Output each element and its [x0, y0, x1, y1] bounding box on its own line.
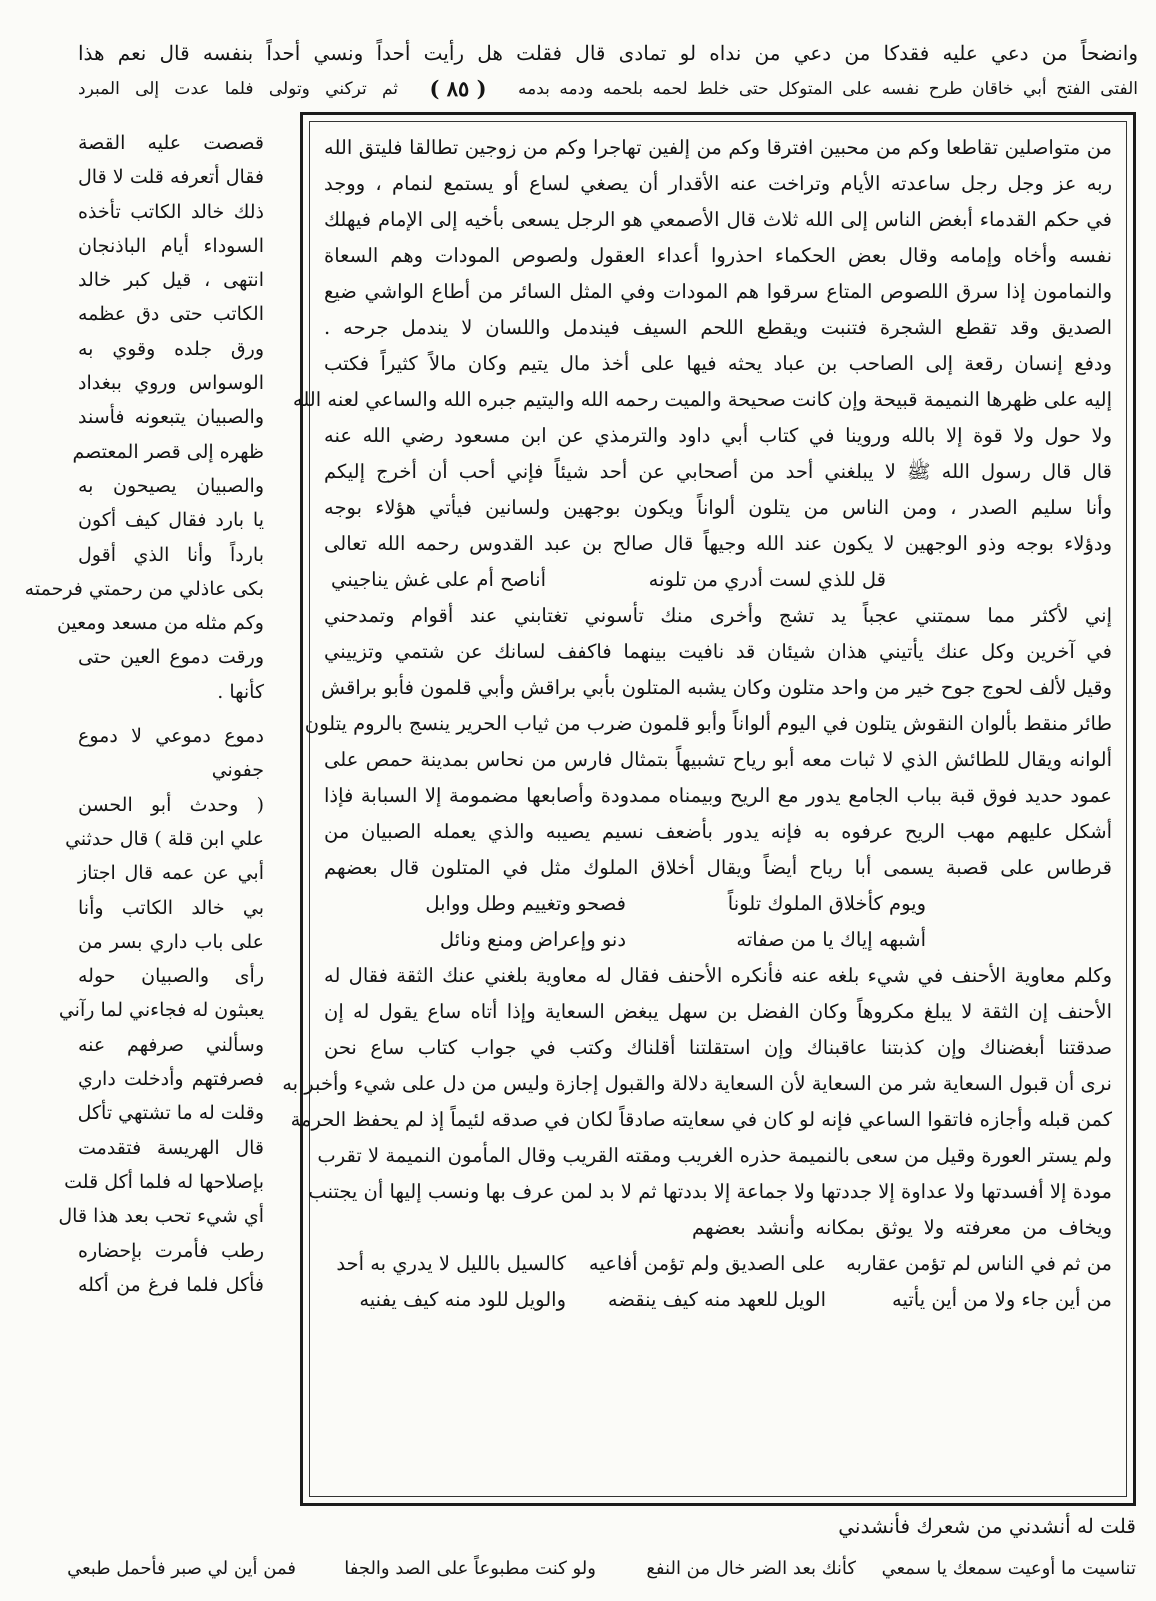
top-line-1: وانضحاً من دعي عليه فقدكا من دعي من نداه لو تمادى قال فقلت هل رأيت أحداً ونسي أحداً بنفسه قال نعم هذا — [78, 41, 1138, 65]
main-line-10: قال قال رسول الله ﷺ لا يبلغني أحد من أصحابي عن أحد شيئاً فإني أحب أن أخرج إليكم — [324, 460, 1112, 483]
main-line-28: ويخاف من معرفته ولا يوثق بمكانه وأنشد بعضهم — [692, 1216, 1112, 1239]
top-line-2: الفتى الفتح أبي خاقان طرح نفسه على المتوكل حتى خلط لحمه بلحمه ودمه بدمه — [518, 79, 1138, 99]
poem-3-line-2-c: والويل للود منه كيف يفنيه — [359, 1288, 566, 1311]
main-line-16: طائر منقط بألوان النقوش يتلون في اليوم ألواناً وأبو قلمون ضرب من ثياب الحرير ينسج بالروم يتلون — [304, 712, 1112, 735]
poem-2-line-1-left: فصحو وتغييم وطل ووابل — [425, 892, 626, 915]
poem-1-right: قل للذي لست أدري من تلونه — [648, 568, 886, 591]
main-line-17: ألوانه ويقال للطائش الذي لا ثبات معه أبو رياح تشبيهاً بتمثال فارس من نحاس بمدينة حمص على — [324, 748, 1112, 771]
bottom-line-1: قلت له أنشدني من شعرك فأنشدني — [838, 1514, 1136, 1538]
margin-line: ذلك خالد الكاتب تأخذه — [78, 200, 264, 223]
margin-line: كأنها . — [217, 680, 264, 703]
main-line-15: وقيل لألف لحوج جوح خير من واحد متلون وكان يشبه المتلون بأبي براقش وأبي قلمون فأبو براقش — [321, 676, 1112, 699]
margin-line: وكم مثله من مسعد ومعين — [56, 612, 264, 635]
poem-2-line-1-right: ويوم كأخلاق الملوك تلوناً — [727, 892, 926, 915]
main-line-26: ولم يستر العورة وقيل من سعى بالنميمة حذره الغريب ومقته القريب وقال المأمون النميمة لا تقرب — [317, 1144, 1112, 1167]
main-line-1: من متواصلين تقاطعا وكم من محبين افترقا وكم من إلفين تهاجرا وكم من زوجين تطالقا فليتق الله — [324, 136, 1112, 159]
main-line-22: الأحنف إن الثقة لا يبلغ مكروهاً وكان الفضل بن سهل يبغض السعاية وإذا أتاه ساع يقول له إن — [324, 1000, 1112, 1023]
margin-line: ( وحدث أبو الحسن — [78, 793, 264, 816]
main-line-21: وكلم معاوية الأحنف في شيء بلغه عنه فأنكره الأحنف فقال له معاوية بلغني عنك الثقة فقال له — [324, 964, 1112, 987]
main-text-inner-frame — [282, 121, 1127, 1497]
poem-3-line-2-a: من أين جاء ولا من أين يأتيه — [892, 1288, 1112, 1311]
main-line-8: إليه على ظهرها النميمة قبيحة وإن كانت صحيحة والميت رحمه الله واليتيم جبره الله والساعي لعنه الله — [292, 388, 1112, 411]
bottom-verse-4: فمن أين لي صبر فأحمل طبعي — [67, 1558, 296, 1579]
margin-line: ظهره إلى قصر المعتصم — [72, 440, 264, 463]
main-line-24: نرى أن قبول السعاية شر من السعاية لأن السعاية دلالة والقبول إجازة وليس من دل على شيء وأخبر به — [282, 1072, 1112, 1095]
margin-line: على باب داري بسر من — [78, 930, 264, 953]
margin-line: فقال أتعرفه قلت لا قال — [78, 166, 264, 189]
margin-line: السوداء أيام الباذنجان — [78, 234, 264, 257]
margin-line: قصصت عليه القصة — [78, 132, 264, 154]
margin-line: وسألني صرفهم عنه — [78, 1033, 264, 1056]
poem-3-line-1-b: على الصديق ولم تؤمن أفاعيه — [588, 1252, 826, 1275]
top-line-2-row — [78, 72, 1138, 106]
margin-line: ورق جلده وقوي به — [78, 337, 264, 360]
main-line-3: في حكم القدماء أبغض الناس إلى الله ثلاث قال الأصمعي هو الرجل يسعى بأخيه إلى الإمام فيهلك — [324, 208, 1112, 231]
margin-line: دموع دموعي لا دموع — [78, 725, 264, 748]
main-line-23: صدقتنا أبغضناك وإن كذبتنا عاقبناك وإن استقلتنا أقلناك وكتب في جواب كتاب ساع نحن — [324, 1036, 1112, 1059]
margin-line: بارداً وأنا الذي أقول — [78, 543, 264, 566]
margin-line: جفوني — [211, 759, 264, 782]
margin-column — [24, 126, 264, 1302]
margin-line: الوسواس وروي ببغداد — [78, 372, 264, 395]
margin-line: والصبيان يتبعونه فأسند — [78, 406, 264, 429]
margin-line: ورقت دموع العين حتى — [78, 646, 264, 669]
margin-line: والصبيان يصيحون به — [78, 474, 264, 497]
poem-2-line-2-left: دنو وإعراض ومنع ونائل — [439, 928, 626, 951]
main-line-13: إني لأكثر مما سمتني عجباً يد تشج وأخرى منك تأسوني تغتابني عند أقوام وتمدحني — [324, 604, 1112, 627]
main-line-12: ودؤلاء بوجه وذو الوجهين لا يكون عند الله وجيهاً قال صالح بن عبد القدوس رحمه الله تعالى — [324, 532, 1112, 555]
margin-line: قال الهريسة فتقدمت — [78, 1136, 264, 1159]
main-line-6: الصديق وقد تقطع الشجرة فتنبت ويقطع اللحم السيف فيندمل واللسان لا يندمل جرحه . — [324, 316, 1112, 339]
poem-3-line-2-b: الويل للعهد منه كيف ينقضه — [607, 1288, 826, 1311]
margin-line: رأى والصبيان حوله — [78, 965, 264, 988]
main-line-18: عمود حديد فوق قبة بباب الجامع يدور مع الريح وبيمناه ممدودة وأصابعها مضمومة إلا السبابة فإذا — [324, 784, 1112, 807]
margin-line: يا بارد فقال كيف أكون — [78, 509, 264, 532]
margin-line: انتهى ، قيل كبر خالد — [78, 269, 264, 292]
main-line-5: والنمامون إذا سرق اللصوص المتاع سرقوا هم المودات وفي المثل السائر من أطاع الواشي ضيع — [324, 280, 1112, 303]
page-number: ( ٨٥ ) — [429, 76, 487, 101]
margin-line: بكى عاذلي من رحمتي فرحمته — [24, 577, 264, 600]
main-line-14: في آخرين وكل عنك يأتيني هذان شيئان قد نافيت بينهما فاكفف لسانك عن شتمي وتزييني — [324, 640, 1112, 663]
poem-2-line-2-right: أشبهه إياك يا من صفاته — [736, 928, 926, 951]
main-line-27: مودة إلا أفسدتها ولا عداوة إلا جددتها ولا جماعة إلا بددتها ثم لا بد لمن عرف بها ونسب إليها أن يجتنب — [308, 1180, 1112, 1203]
main-line-19: أشكل عليهم مهب الريح عرفوه به فإنه يدور بأضعف نسيم يصيبه والذي يعمله الصبيان من — [324, 820, 1112, 843]
top-line-2-tail: ثم تركني وتولى فلما عدت إلى المبرد — [78, 79, 398, 99]
margin-line: يعبثون له فجاءني لما رآني — [58, 999, 264, 1022]
margin-line: بإصلاحها له فلما أكل قلت — [64, 1170, 264, 1193]
main-text-frame — [282, 112, 1136, 1506]
margin-line: أبي عن عمه قال اجتاز — [78, 862, 264, 885]
main-line-11: وأنا سليم الصدر ، ومن الناس من يتلون ألواناً ويكون بوجهين ولسانين فيأتي هؤلاء بوجه — [324, 496, 1112, 519]
bottom-verse-2: كأنك بعد الضر خال من النفع — [646, 1558, 856, 1579]
main-line-25: كمن قبله وأجازه فاتقوا الساعي فإنه لو كان في سعايته صادقاً لكان في صدقه لئيماً إذ لم يحفظ الحرمة — [290, 1108, 1112, 1131]
margin-line: رطب فأمرت بإحضاره — [78, 1239, 264, 1262]
main-line-2: ربه عز وجل رجل ساعدته الأيام وتراخت عنه الأقدار أن يصغي لساع أو يستمع لنمام ، ووجد — [324, 172, 1112, 195]
margin-line: الكاتب حتى دق عظمه — [78, 303, 264, 326]
poem-1-left: أناصح أم على غش يناجيني — [331, 568, 546, 591]
main-line-20: قرطاس على قصبة يسمى أبا رياح أيضاً ويقال أخلاق الملوك مثل في المتلون قال بعضهم — [324, 856, 1112, 879]
margin-line: وقلت له ما تشتهي تأكل — [77, 1102, 264, 1125]
margin-line: علي ابن قلة ) قال حدثني — [65, 827, 264, 850]
poem-3-line-1-c: كالسيل بالليل لا يدري به أحد — [336, 1252, 566, 1275]
margin-line: بي خالد الكاتب وأنا — [78, 896, 264, 919]
poem-3-line-1-a: من ثم في الناس لم تؤمن عقاربه — [846, 1252, 1112, 1275]
margin-line: أي شيء تحب بعد هذا قال — [58, 1205, 264, 1228]
main-line-9: ولا حول ولا قوة إلا بالله وروينا في كتاب أبي داود والترمذي عن ابن مسعود رضي الله عنه — [324, 424, 1112, 447]
margin-line: فأكل فلما فرغ من أكله — [78, 1273, 264, 1296]
margin-line: فصرفتهم وأدخلت داري — [78, 1068, 264, 1091]
bottom-verse-3: ولو كنت مطبوعاً على الصد والجفا — [344, 1558, 596, 1579]
bottom-verse-1: تناسيت ما أوعيت سمعك يا سمعي — [881, 1558, 1136, 1579]
main-line-7: ودفع إنسان رقعة إلى الصاحب بن عباد يحثه فيها على أخذ مال يتيم وكان مالاً كثيراً فكتب — [324, 352, 1112, 375]
main-line-4: نفسه وأخاه وإمامه وقال بعض الحكماء احذروا أعداء العقول ولصوص المودات وهم السعاة — [324, 244, 1112, 267]
